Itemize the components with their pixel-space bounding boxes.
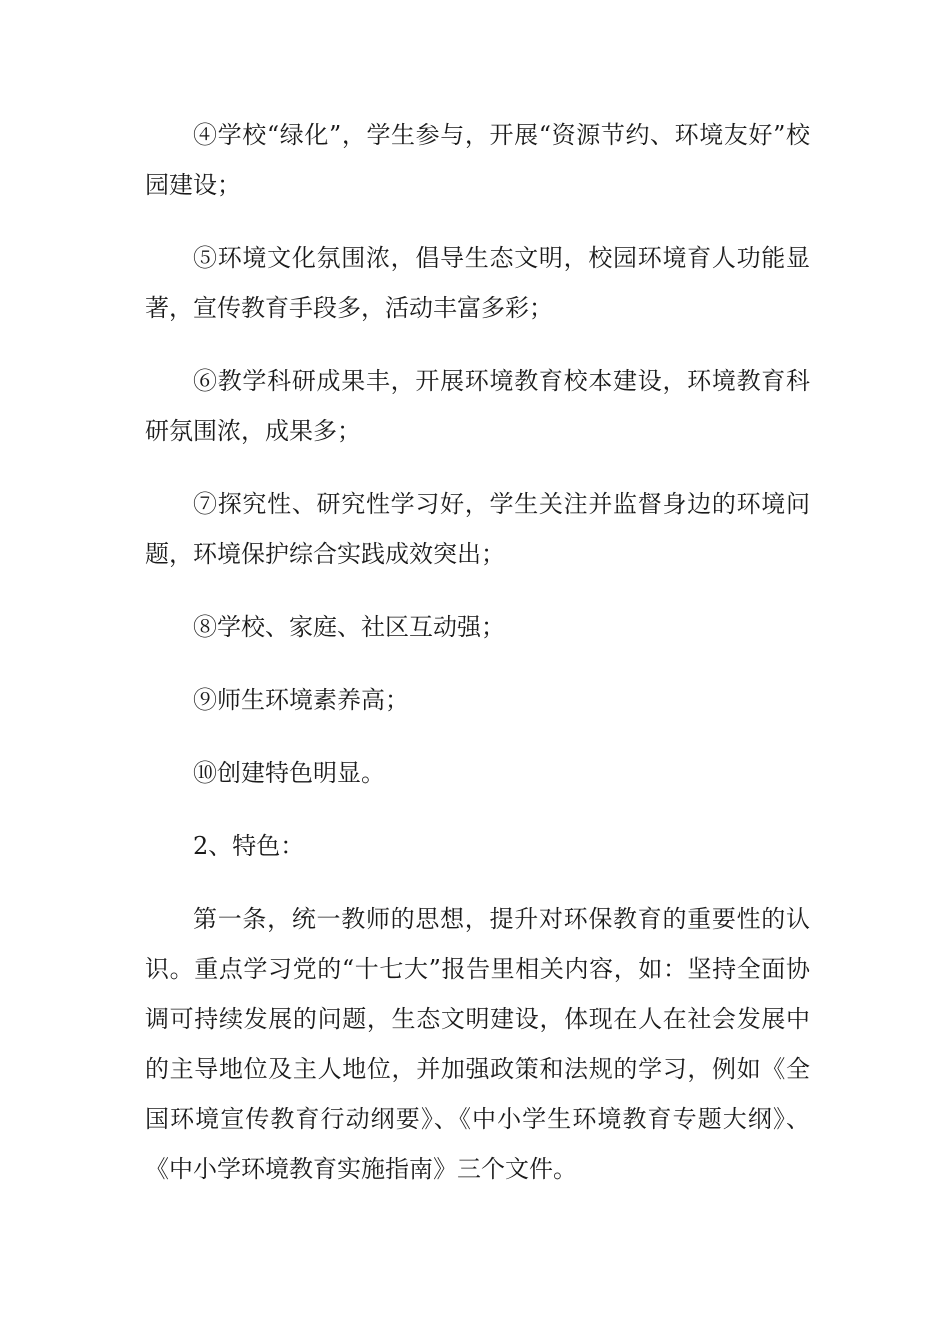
paragraph-item-10: ⑩创建特色明显。 [193, 759, 385, 787]
paragraph-item-4: ④学校“绿化”，学生参与，开展“资源节约、环境友好”校园建设； [145, 121, 810, 199]
paragraph-item-9: ⑨师生环境素养高； [193, 686, 409, 714]
paragraph-article-one: 第一条，统一教师的思想，提升对环保教育的重要性的认识。重点学习党的“十七大”报告里相关内容，如：坚持全面协调可持续发展的问题，生态文明建设，体现在人在社会发展中的主导地位及主人地位，并加强政策和法规的学习，例如《全国环境宣传教育行动纲要》、《中小学生环境教育专题大纲》、《中小学环境教育实施指南》三个文件。 [145, 905, 810, 1183]
paragraph-item-7: ⑦探究性、研究性学习好，学生关注并监督身边的环境问题，环境保护综合实践成效突出； [145, 490, 810, 568]
paragraph-item-8: ⑧学校、家庭、社区互动强； [193, 613, 505, 641]
section-heading-features: 2、特色： [193, 832, 305, 860]
document-body [145, 110, 810, 1217]
paragraph-item-5: ⑤环境文化氛围浓，倡导生态文明，校园环境育人功能显著，宣传教育手段多，活动丰富多彩； [145, 244, 810, 322]
paragraph-item-6: ⑥教学科研成果丰，开展环境教育校本建设，环境教育科研氛围浓，成果多； [145, 367, 810, 445]
